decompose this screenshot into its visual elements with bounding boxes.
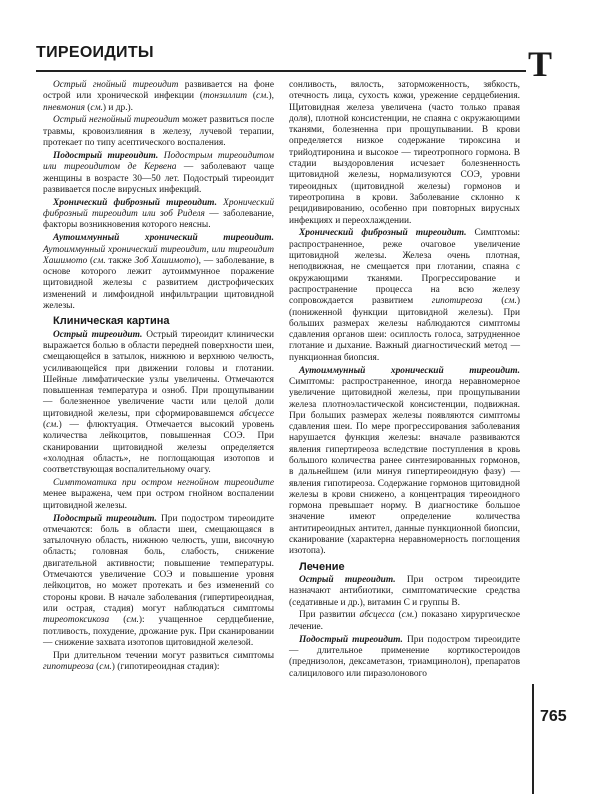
header-rule (36, 70, 526, 72)
para-clin-long-course: При длительном течении могут развиться симптомы гипотиреоза (см.) (гипотиреоидная стадия): (43, 650, 274, 672)
para-hypothyroid-stage: сонливость, вялость, заторможенность, зябкость, отечность лица, сухость кожи, урежение сердцебиения. Щитовидная железа увеличена (часто только правая доля), плотной консистенции, не спаяна с окружающими тканями, болезненна при прощупывании. В крови определяется низкое содержание тироксина и трийодтиронина и высокое — тиреотропного гормона. В стадии выздоровления исчезает болезненность щитовидной железы, нормализуются СОЭ, уровни тиреоидных (щитовидной железы) гормонов и тиреотропина в крови. Заболевание склонно к рецидивированию, особенно при повторных вирусных инфекциях и переохлаждении. (289, 80, 520, 226)
para-clin-subacute: Подострый тиреоидит. При подостром тиреоидите отмечаются: боль в области шеи, смещающаяся в затылочную область, нижнюю челюсть, уши, височную область; головная боль, слабость, снижение двигательной активности; повышение температуры. Отмечаются увеличение СОЭ и повышение уровня лейкоцитов, но может протекать и без изменений со стороны крови. В начале заболевания (гипертиреоидная, или острая, стадия) могут наблюдаться симптомы тиреотоксикоза (см.): учащенное сердцебиение, потливость, похудение, дрожание рук. При сканировании — снижение захвата изотопов щитовидной железой. (43, 513, 275, 648)
page-number-rule (532, 684, 534, 794)
para-clin-acute: Острый тиреоидит. Острый тиреоидит клинически выражается болью в области передней поверхности шеи, смещающейся в затылок, нижнюю и верхнюю челюсть, усиливающейся при движении головы и глотании. Шейные лимфатические узлы увеличены. Отмечаются повышенная температура и озноб. При прощупывании — болезненное увеличение части или целой доли щитовидной железы, при сформировавшемся абсцессе (см.) — флюктуация. Отмечается высокий уровень количества лейкоцитов, повышенная СОЭ. При сканировании щитовидной железы определяется «холодная область», не поглощающая изотопов и соответствующая воспалительному очагу. (43, 329, 274, 476)
heading-treatment: Лечение (299, 560, 345, 573)
para-treat-acute: Острый тиреоидит. При остром тиреоидите назначают антибиотики, симптоматические средства (седативные и др.), витамин С и группы В. (289, 574, 520, 608)
para-treat-subacute: Подострый тиреоидит. При подостром тиреоидите — длительное применение кортикостероидов (преднизолон, дексаметазон, триамцинолон), препаратов салицилового или пиразолонового (289, 634, 520, 679)
para-treat-abscess: При развитии абсцесса (см.) показано хирургическое лечение. (289, 610, 521, 632)
para-clin-nonpurulent: Симптоматика при остром негнойном тиреоидите менее выражена, чем при остром гнойном воспалении щитовидной железы. (43, 478, 274, 511)
para-chronic-fibrous: Хронический фиброзный тиреоидит. Хронический фиброзный тиреоидит или зоб Риделя — заболевание, факторы возникновения которого неясны. (43, 197, 275, 231)
left-column (43, 80, 274, 675)
para-autoimmune: Аутоиммунный хронический тиреоидит. Аутоиммунный хронический тиреоидит, или тиреоидит Хашимото (см. также Зоб Хашимото), — заболевание, в основе которого лежит аутоиммунное поражение щитовидной железы с развитием дистрофических изменений и лимфоидной инфильтрации щитовидной железы. (43, 233, 274, 312)
para-subacute: Подострый тиреоидит. Подострым тиреоидитом или тиреоидитом де Кервена — заболевают чаще женщины в возрасте 30—50 лет. Подострый тиреоидит развивается после вирусных инфекций. (43, 150, 274, 195)
para-clin-autoimmune: Аутоиммунный хронический тиреоидит. Симптомы: распространенное, иногда неравномерное увеличение щитовидной железы, при прощупывании железа плотноэластической консистенции, подвижная. При больших размерах железы появляются симптомы сдавления шеи. По мере прогрессирования заболевания нарушается функция железы: вначале развиваются явления гипертиреоза вследствие поступления в кровь большого количества ранее синтезированных гормонов, в дальнейшем (или минуя гипертиреоидную фазу) — явления гипотиреоза. Содержание гормонов щитовидной железы в крови снижено, а концентрация тиреоидного гормона превышает норму. В диагностике большое значение имеют определение количества антитиреоидных антител, данные пункционной биопсии, сканирование (характерна неравномерность поглощения изотопа). (289, 365, 520, 557)
right-column (289, 80, 520, 681)
running-header: ТИРЕОИДИТЫ (36, 44, 154, 61)
page-number: 765 (540, 708, 567, 725)
para-acute-purulent: Острый гнойный тиреоидит развивается на фоне острой или хронической инфекции (тонзиллит (см.), пневмония (см.) и др.). (43, 80, 275, 113)
section-letter: Т (528, 44, 553, 84)
para-clin-chronic-fibrous: Хронический фиброзный тиреоидит. Симптомы: распространенное, реже очаговое увеличение щитовидной железы. Железа очень плотная, неподвижная, не смещается при глотании, спаяна с окружающими тканями. Прогрессирование и распространение процесса на всю железу сопровождается развитием гипотиреоза (см.) (пониженной функции щитовидной железы). При больших размерах железы наблюдаются симптомы сдавления органов шеи: осиплость голоса, затрудненное глотание и дыхание. Важный диагностический метод — пункционная биопсия. (289, 228, 520, 363)
para-acute-nonpurulent: Острый негнойный тиреоидит может развиться после травмы, кровоизлияния в железу, лучевой терапии, протекает по типу асептического воспаления. (43, 115, 274, 149)
heading-clinical-picture: Клиническая картина (53, 315, 170, 328)
